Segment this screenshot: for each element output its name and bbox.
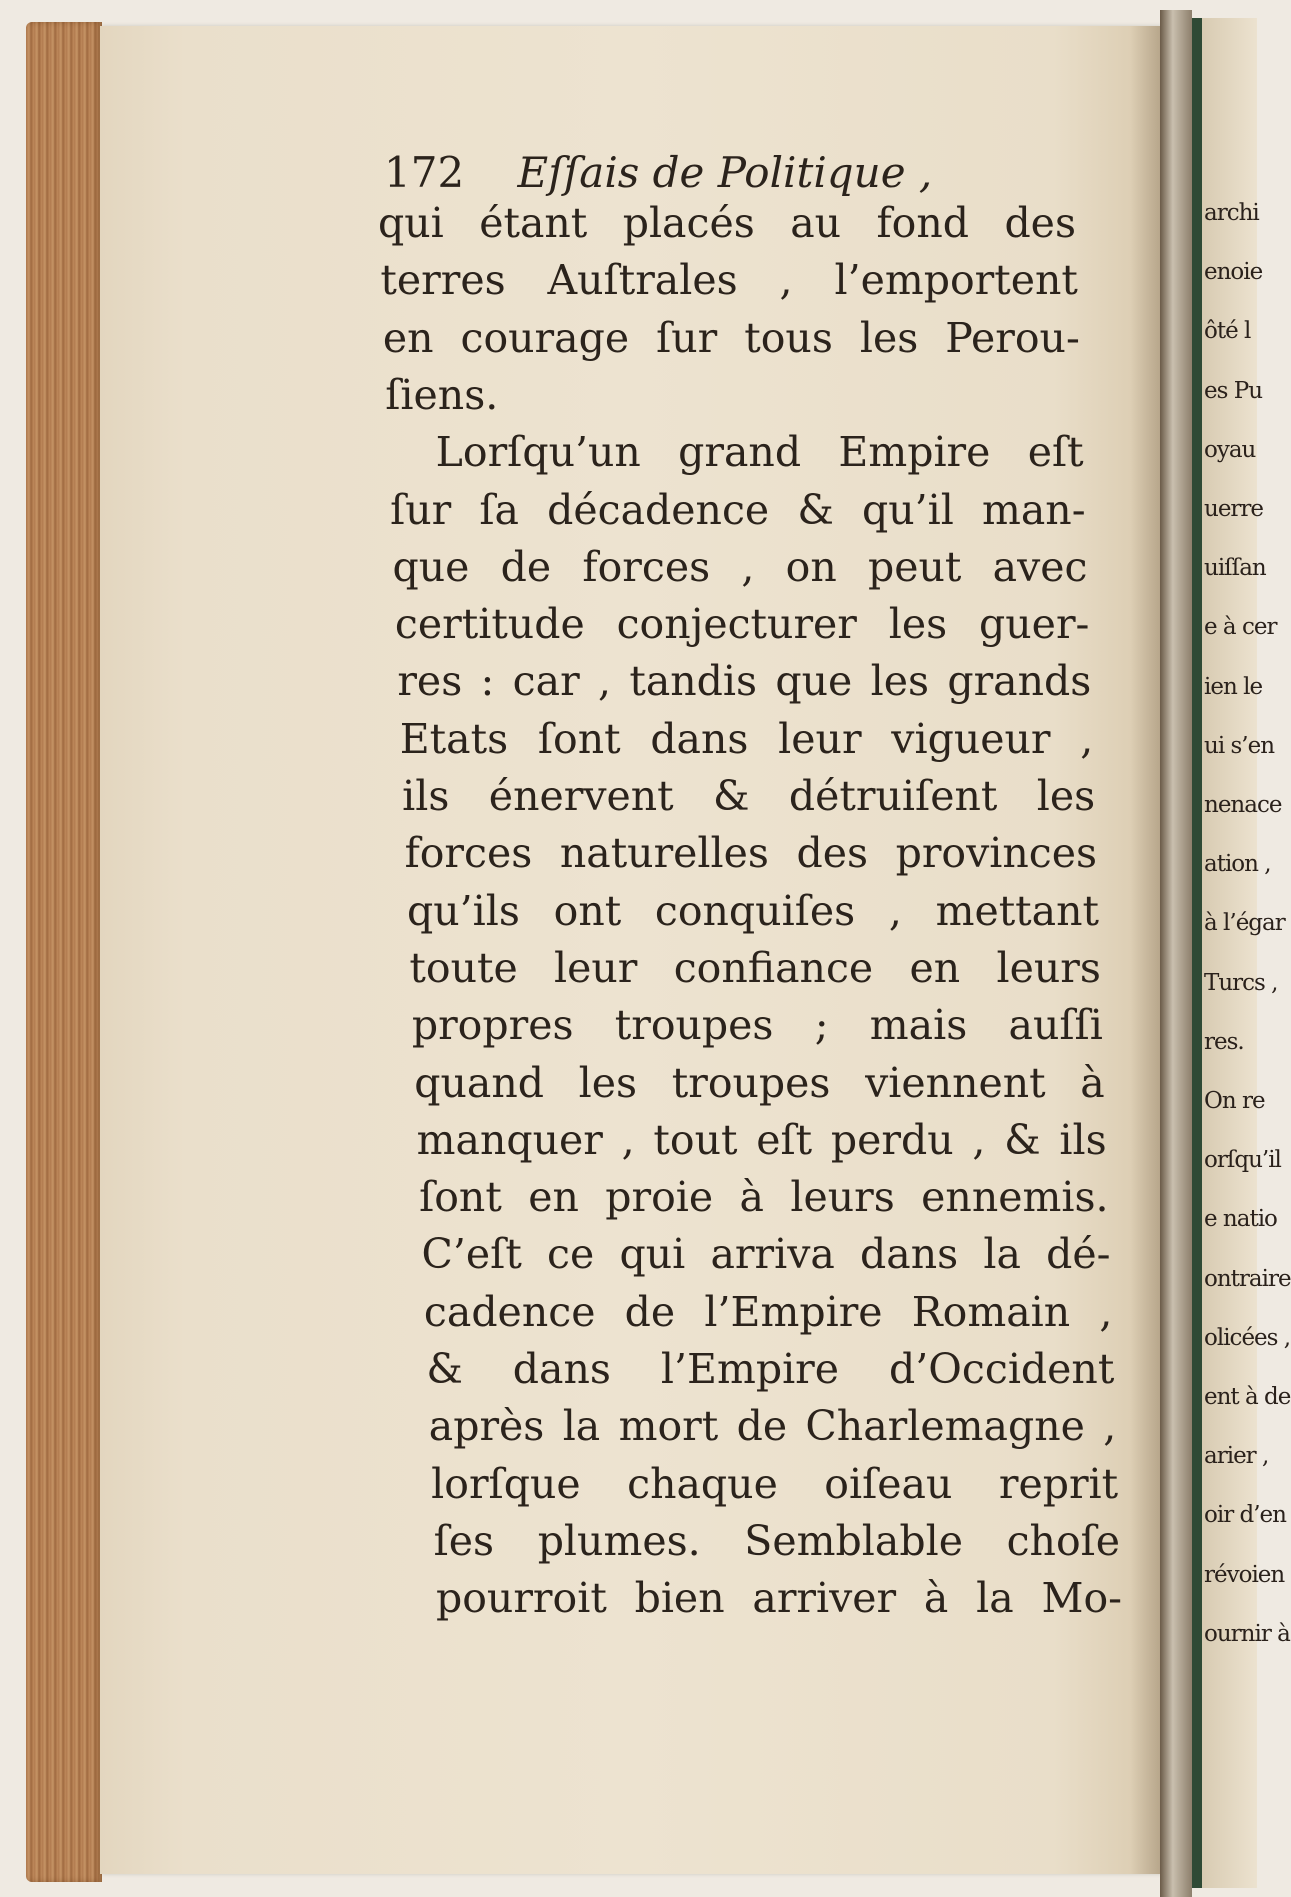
running-title: Eſſais de Politique , xyxy=(517,148,933,197)
facing-page-fragment: ation , xyxy=(1204,851,1271,878)
facing-page-fragment: e à cer xyxy=(1204,614,1277,641)
text-line: qui étant placés au fond des xyxy=(378,199,1076,247)
text-line: & dans l’Empire d’Occident xyxy=(426,1345,1115,1393)
running-header xyxy=(384,148,984,198)
facing-page-fragment: res. xyxy=(1204,1028,1244,1055)
facing-page-fragment: ent à de xyxy=(1204,1384,1291,1410)
text-line: toute leur confiance en leurs xyxy=(409,943,1101,992)
facing-page-fragment: uiſſan xyxy=(1204,555,1266,582)
text-line: ils énervent & détruiſent les xyxy=(402,772,1096,820)
text-line: terres Auſtrales , l’emportent xyxy=(380,256,1078,305)
facing-page-fragment: nenace xyxy=(1204,792,1282,818)
text-line: Etats ſont dans leur vigueur , xyxy=(399,714,1094,763)
text-line: ſes plumes. Semblable choſe xyxy=(433,1516,1121,1565)
text-line: Lorſqu’un grand Empire eſt xyxy=(435,428,1084,477)
facing-page-fragment: orſqu’il xyxy=(1204,1147,1281,1174)
facing-page-fragment: archi xyxy=(1204,200,1259,226)
page-number: 172 xyxy=(384,148,465,197)
facing-page-fragment: ien le xyxy=(1204,673,1263,700)
facing-page-fragment: enoie xyxy=(1204,259,1263,286)
facing-page-fragment: ontraire xyxy=(1204,1265,1291,1292)
facing-page-fragment: On re xyxy=(1204,1088,1265,1114)
facing-page-fragment: olicées , xyxy=(1204,1324,1291,1351)
text-line: quand les troupes viennent à xyxy=(414,1058,1105,1107)
text-line: propres troupes ; mais auſſi xyxy=(411,1001,1103,1050)
text-line: qu’ils ont conquiſes , mettant xyxy=(407,886,1099,935)
text-line: ſiens. xyxy=(385,370,499,419)
text-line: en courage ſur tous les Perou- xyxy=(382,313,1080,362)
text-line: ſur ſa décadence & qu’il man- xyxy=(390,485,1086,534)
facing-page-fragment: e natio xyxy=(1204,1206,1277,1233)
text-line: C’eſt ce qui arriva dans la dé- xyxy=(421,1230,1111,1279)
text-line: certitude conjecturer les guer- xyxy=(394,600,1090,649)
facing-page-fragment: ui s’en xyxy=(1204,732,1275,759)
facing-page-fragment: ôté l xyxy=(1204,318,1251,345)
facing-page-fragment: Turcs , xyxy=(1204,969,1278,996)
text-line: forces naturelles des provinces xyxy=(404,829,1098,878)
facing-page-fragment: es Pu xyxy=(1204,377,1263,404)
text-line: après la mort de Charlemagne , xyxy=(428,1402,1117,1451)
text-line: cadence de l’Empire Romain , xyxy=(423,1287,1113,1336)
text-line: lorſque chaque oiſeau reprit xyxy=(431,1459,1119,1508)
facing-page-fragment: uerre xyxy=(1204,496,1264,522)
facing-page-fragment: arier , xyxy=(1204,1443,1269,1470)
text-line: res : car , tandis que les grands xyxy=(397,657,1092,706)
text-line: ſont en proie à leurs ennemis. xyxy=(419,1173,1109,1222)
text-line: pourroit bien arriver à la Mo- xyxy=(436,1574,1122,1623)
facing-page-fragment: ournir à xyxy=(1204,1620,1290,1647)
text-line: manquer , tout eſt perdu , & ils xyxy=(416,1115,1107,1164)
facing-page-fragment: révoien xyxy=(1204,1561,1285,1588)
facing-page-fragment: à l’égar xyxy=(1204,910,1285,937)
facing-page-fragment: oyau xyxy=(1204,436,1256,463)
text-line: que de forces , on peut avec xyxy=(392,542,1088,591)
facing-page-fragment: oir d’en xyxy=(1204,1502,1286,1529)
